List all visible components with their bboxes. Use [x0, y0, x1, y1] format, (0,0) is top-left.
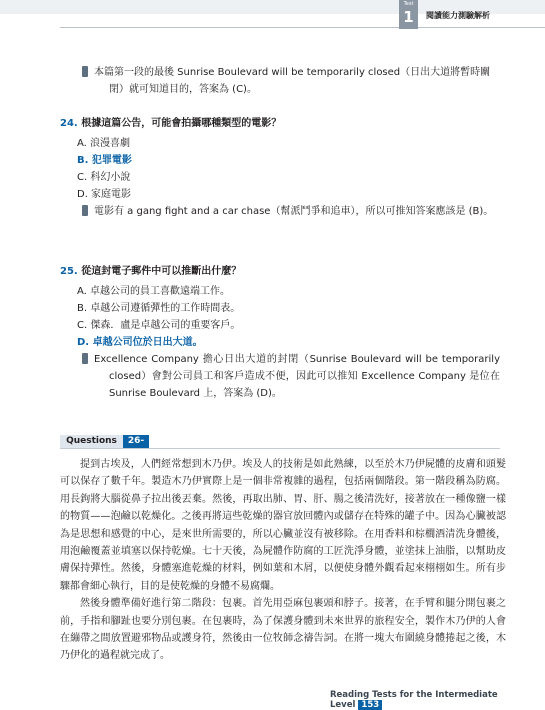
- question-text: 從這封電子郵件中可以推斷出什麼？: [81, 266, 242, 277]
- page-number: 153: [358, 700, 382, 710]
- section-title: 閱讀能力測驗解析: [426, 11, 490, 20]
- test-number: 1: [403, 8, 414, 26]
- question-25: [60, 263, 500, 402]
- option-d: D. 家庭電影: [77, 189, 132, 200]
- explanation-text: 電影有 a gang fight and a car chase（幫派鬥爭和追車），所以可推知答案應該是 (B)。: [94, 206, 494, 217]
- questions-heading: [60, 435, 149, 459]
- explanation-text: 本篇第一段的最後 Sunrise Boulevard will be temporarily closed（日出大道將暫時關閉）就可知道目的，答案為 (C)。: [94, 67, 491, 95]
- passage-paragraph-1: 提到古埃及，人們經常想到木乃伊。埃及人的技術是如此熟練，以至於木乃伊屍體的皮膚和頭髮可以保存了數千年。製造木乃伊實際上是一個非常複雜的過程，包括兩個階段。第一階段稱為防腐。用長鉤將大腦從鼻子拉出後丟棄。然後，再取出肺、胃、肝、腸之後清洗好，接著放在一種像鹽一樣的物質——泡鹼以乾燥化。之後再將這些乾燥的器官放回體內或儲存在特殊的罐子中。因為心臟被認為是思想和感覺的中心，是來世所需要的，所以心臟並沒有被移除。在用香料和棕櫚酒清洗身體後，用泡鹼覆蓋並填塞以保持乾燥。七十天後，為屍體作防腐的工匠洗淨身體，並塗抹上油脂，以幫助皮膚保持彈性。然後，身體塞進乾燥的材料，例如葉和木屑，以便使身體外觀看起來栩栩如生。所有步驟都會細心執行，目的是使乾燥的身體不易腐爛。: [60, 459, 506, 592]
- book-title: Reading Tests for the Intermediate Level: [330, 690, 498, 710]
- questions-range: 26-28: [123, 435, 149, 448]
- explanation-23: [58, 64, 502, 98]
- page-footer: [330, 690, 545, 710]
- explanation-tag: 解析: [82, 66, 88, 77]
- question-number: 24.: [60, 118, 78, 129]
- option-d-answer: D. 卓越公司位於日出大道。: [77, 337, 203, 348]
- test-label: Test: [403, 1, 414, 7]
- option-c: C. 科幻小說: [77, 172, 131, 183]
- option-c: C. 傑森．盧是卓越公司的重要客戶。: [77, 320, 241, 331]
- question-text: 根據這篇公告，可能會拍攝哪種類型的電影？: [81, 118, 282, 129]
- questions-label: Questions: [60, 435, 123, 448]
- explanation-text: Excellence Company 擔心日出大道的封閉（Sunrise Boulevard will be temporarily closed）會對公司員工和客戶造成不便，因此可以推知 Excellence Company 是位在 Sunrise Boulevard 上，答案為 (D)。: [94, 354, 500, 399]
- option-a: A. 浪漫喜劇: [77, 138, 131, 149]
- option-b: B. 卓越公司遵循彈性的工作時間表。: [77, 303, 241, 314]
- passage-translation: [60, 456, 506, 665]
- option-b-answer: B. 犯罪電影: [77, 155, 132, 166]
- questions-rule: [60, 448, 500, 449]
- test-number-tab: [399, 0, 418, 29]
- passage-paragraph-2: 然後身體準備好進行第二階段：包裹。首先用亞麻包裹頭和脖子。接著，在手臂和腿分開包裹之前，手指和腳趾也要分別包裹。在包裹時，為了保護身體到未來世界的旅程安全，製作木乃伊的人會在繃帶之間放置避邪物品或護身符，然後由一位牧師念禱告詞。在將一塊大布圍繞身體捲起之後，木乃伊化的過程就完成了。: [60, 598, 506, 662]
- question-24: [60, 115, 500, 220]
- option-a: A. 卓越公司的員工喜歡遠端工作。: [77, 286, 231, 297]
- explanation-tag: 解析: [82, 205, 88, 216]
- header-rule: [60, 27, 545, 28]
- question-number: 25.: [60, 266, 78, 277]
- explanation-tag: 解析: [82, 353, 88, 364]
